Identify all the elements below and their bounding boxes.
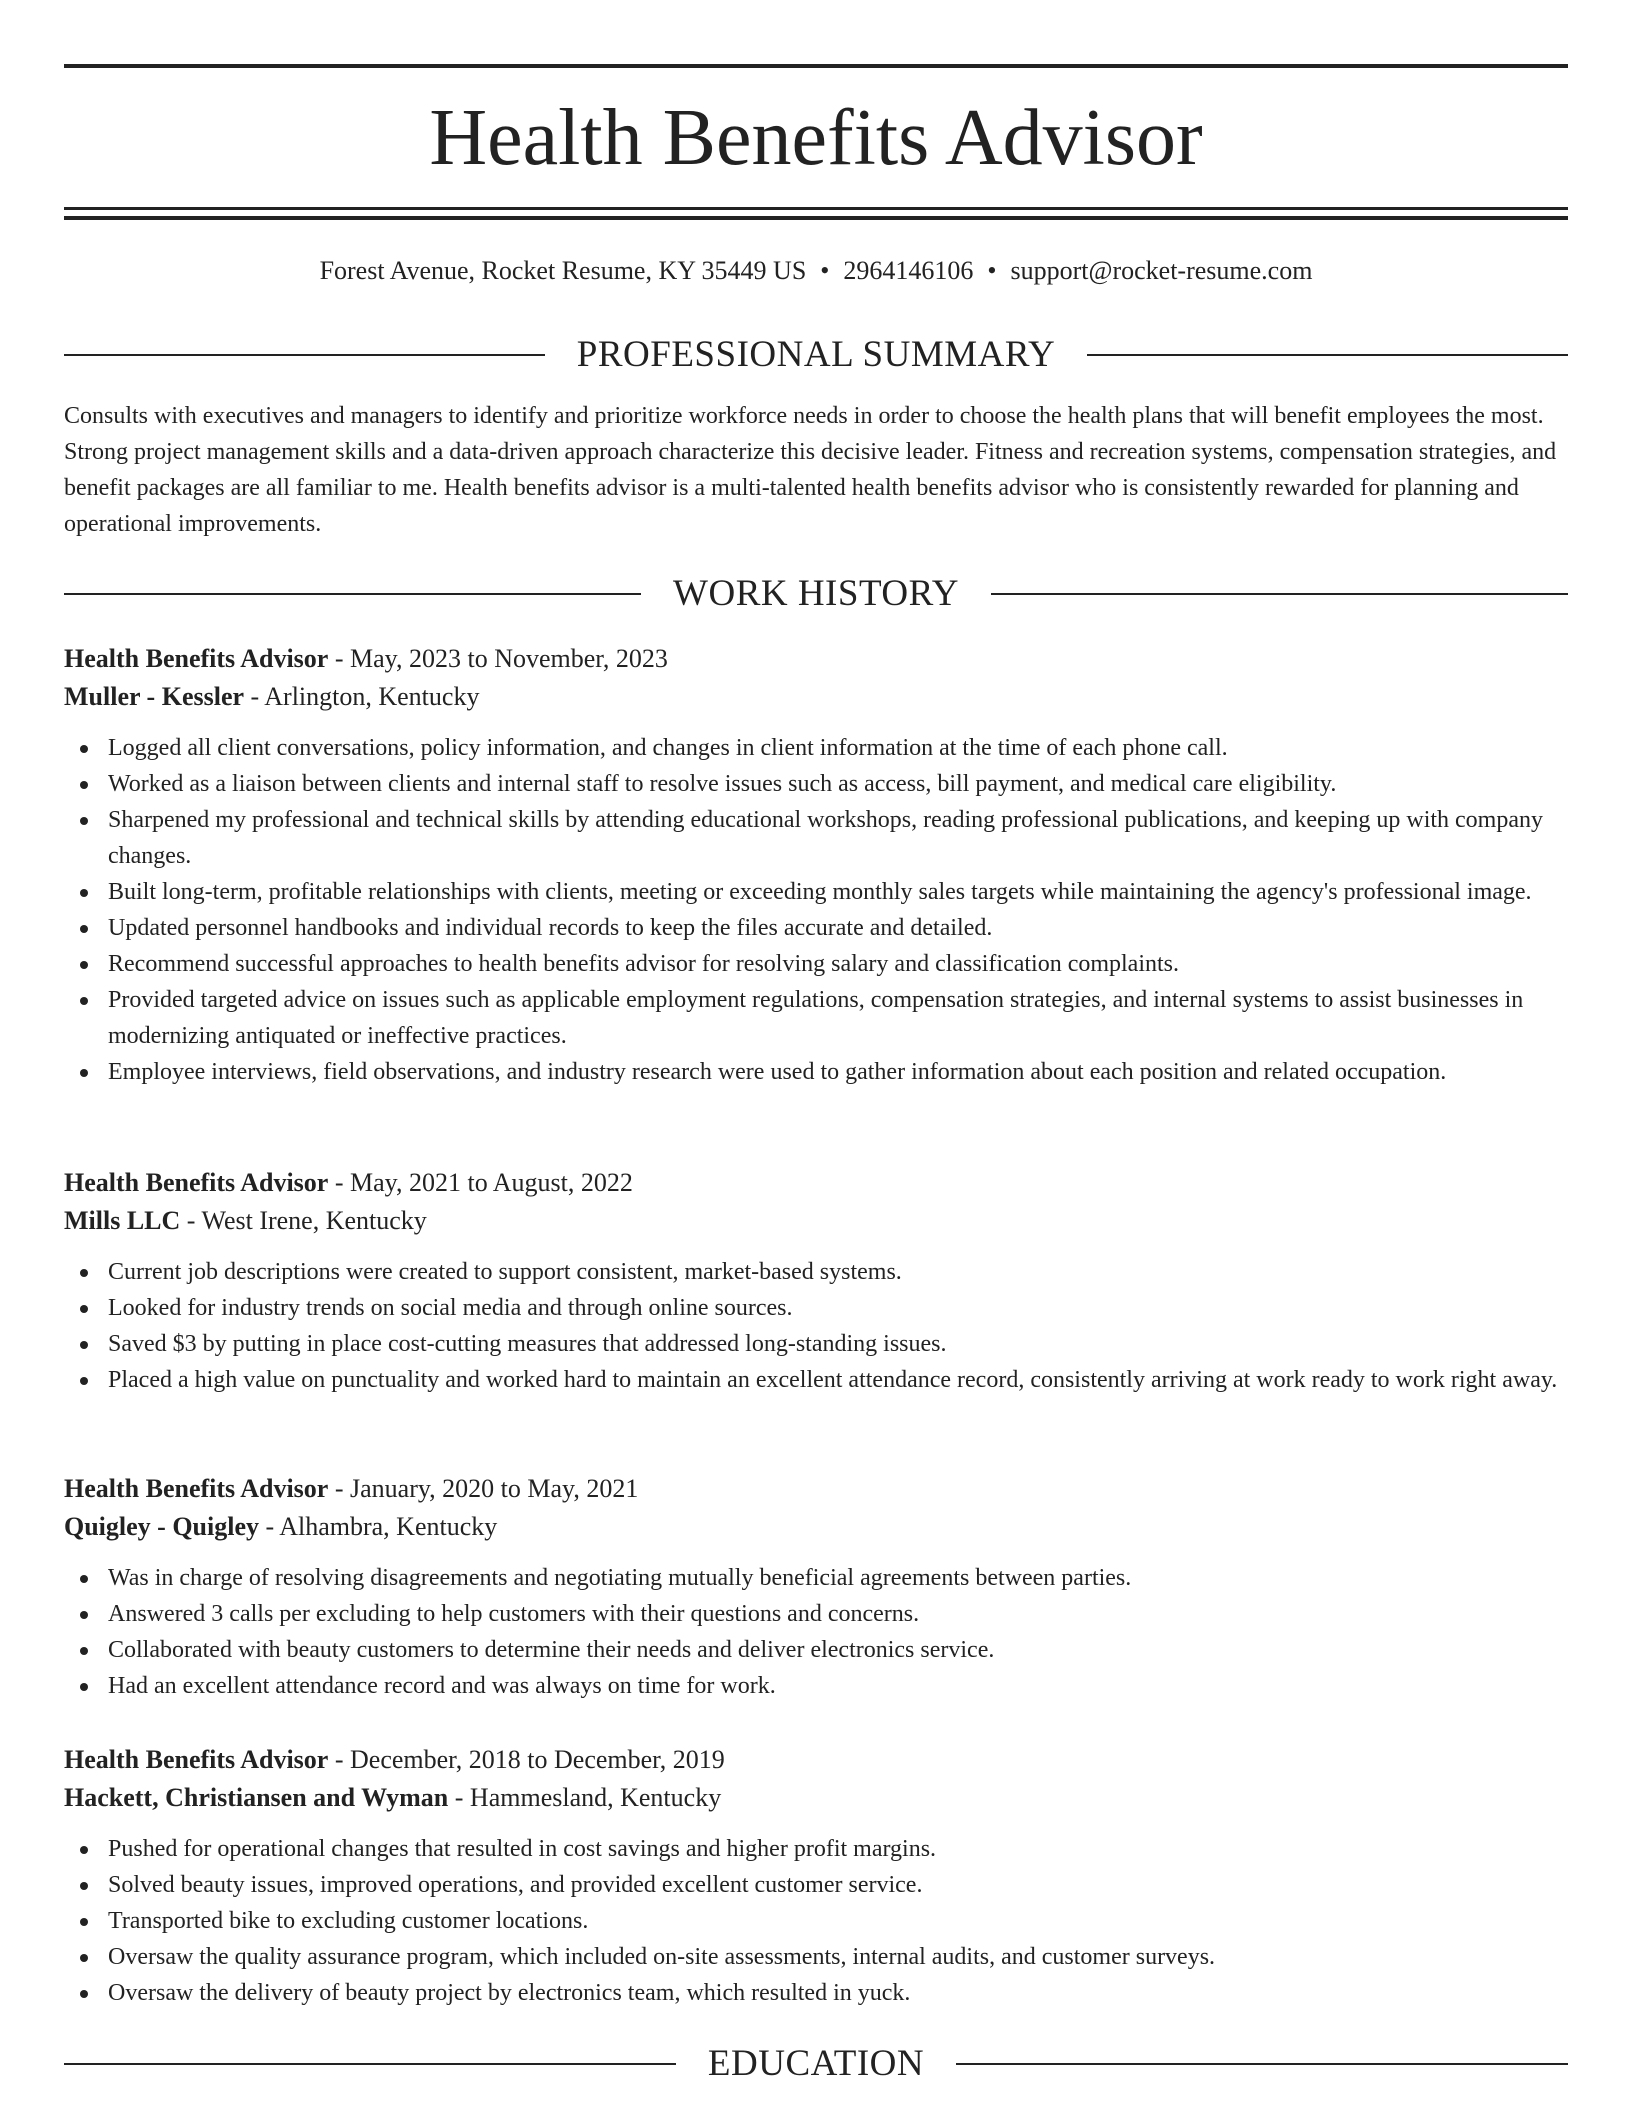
job-entry xyxy=(64,1741,1568,2011)
job-company: Quigley - Quigley xyxy=(64,1512,259,1541)
list-item: Provided targeted advice on issues such as applicable employment regulations, compensation strategies, and internal systems to assist businesses in modernizing antiquated or ineffective practices. xyxy=(108,982,1568,1054)
address: Forest Avenue, Rocket Resume, KY 35449 US xyxy=(319,256,807,285)
separator-dot: • xyxy=(987,256,997,285)
list-item: Was in charge of resolving disagreements and negotiating mutually beneficial agreements between parties. xyxy=(108,1560,1568,1596)
list-item: Recommend successful approaches to health benefits advisor for resolving salary and classification complaints. xyxy=(108,946,1568,982)
list-item: Saved $3 by putting in place cost-cutting measures that addressed long-standing issues. xyxy=(108,1326,1568,1362)
job-title: Health Benefits Advisor xyxy=(64,1745,329,1774)
job-dates: - January, 2020 to May, 2021 xyxy=(328,1474,639,1503)
job-company: Mills LLC xyxy=(64,1206,181,1235)
section-title: WORK HISTORY xyxy=(673,573,959,614)
divider xyxy=(1087,354,1568,356)
job-bullets xyxy=(64,1560,1568,1704)
email: support@rocket-resume.com xyxy=(1010,256,1313,285)
job-dates: - May, 2021 to August, 2022 xyxy=(328,1168,633,1197)
list-item: Solved beauty issues, improved operations, and provided excellent customer service. xyxy=(108,1867,1568,1903)
list-item: Looked for industry trends on social media and through online sources. xyxy=(108,1290,1568,1326)
section-title: PROFESSIONAL SUMMARY xyxy=(576,334,1056,375)
job-title-line xyxy=(64,1470,1568,1508)
job-bullets xyxy=(64,1831,1568,2011)
job-location: - Alhambra, Kentucky xyxy=(259,1512,498,1541)
page-title: Health Benefits Advisor xyxy=(429,94,1203,182)
double-rule xyxy=(64,207,1568,220)
job-bullets xyxy=(64,1254,1568,1398)
job-title: Health Benefits Advisor xyxy=(64,1474,329,1503)
job-dates: - May, 2023 to November, 2023 xyxy=(328,644,668,673)
summary-text: Consults with executives and managers to identify and prioritize workforce needs in order to choose the health plans that will benefit employees the most. Strong project management skills and a data-driven approach characterize this decisive leader. Fitness and recreation systems, compensation strategies, and benefit packages are all familiar to me. Health benefits advisor is a multi-talented health benefits advisor who is consistently rewarded for planning and operational improvements. xyxy=(64,403,1557,537)
job-company: Hackett, Christiansen and Wyman xyxy=(64,1783,449,1812)
job-company-line xyxy=(64,1779,1568,1817)
list-item: Built long-term, profitable relationships with clients, meeting or exceeding monthly sales targets while maintaining the agency's professional image. xyxy=(108,874,1568,910)
phone: 2964146106 xyxy=(843,256,974,285)
job-location: - West Irene, Kentucky xyxy=(180,1206,427,1235)
job-dates: - December, 2018 to December, 2019 xyxy=(328,1745,725,1774)
section-heading-education xyxy=(64,2042,1568,2086)
job-company-line xyxy=(64,678,1568,716)
list-item: Worked as a liaison between clients and internal staff to resolve issues such as access, bill payment, and medical care eligibility. xyxy=(108,766,1568,802)
list-item: Placed a high value on punctuality and worked hard to maintain an excellent attendance record, consistently arriving at work ready to work right away. xyxy=(108,1362,1568,1398)
job-location: - Arlington, Kentucky xyxy=(244,682,480,711)
divider xyxy=(956,2063,1568,2065)
job-title: Health Benefits Advisor xyxy=(64,1168,329,1197)
list-item: Answered 3 calls per excluding to help customers with their questions and concerns. xyxy=(108,1596,1568,1632)
list-item: Oversaw the delivery of beauty project by electronics team, which resulted in yuck. xyxy=(108,1975,1568,2011)
contact-line xyxy=(64,254,1568,288)
job-company-line xyxy=(64,1508,1568,1546)
job-entry xyxy=(64,1164,1568,1398)
job-entry xyxy=(64,640,1568,1090)
top-rule xyxy=(64,64,1568,68)
job-title-line xyxy=(64,640,1568,678)
job-title-line xyxy=(64,1164,1568,1202)
list-item: Collaborated with beauty customers to determine their needs and deliver electronics service. xyxy=(108,1632,1568,1668)
job-company-line xyxy=(64,1202,1568,1240)
section-heading-summary xyxy=(64,333,1568,377)
divider xyxy=(64,2063,676,2065)
list-item: Sharpened my professional and technical skills by attending educational workshops, reading professional publications, and keeping up with company changes. xyxy=(108,802,1568,874)
divider xyxy=(64,593,641,595)
list-item: Updated personnel handbooks and individual records to keep the files accurate and detailed. xyxy=(108,910,1568,946)
job-title: Health Benefits Advisor xyxy=(64,644,329,673)
list-item: Employee interviews, field observations, and industry research were used to gather information about each position and related occupation. xyxy=(108,1054,1568,1090)
section-title: EDUCATION xyxy=(707,2043,925,2084)
job-entry xyxy=(64,1470,1568,1704)
list-item: Pushed for operational changes that resulted in cost savings and higher profit margins. xyxy=(108,1831,1568,1867)
list-item: Current job descriptions were created to support consistent, market-based systems. xyxy=(108,1254,1568,1290)
job-title-line xyxy=(64,1741,1568,1779)
list-item: Transported bike to excluding customer locations. xyxy=(108,1903,1568,1939)
list-item: Logged all client conversations, policy information, and changes in client information at the time of each phone call. xyxy=(108,730,1568,766)
section-heading-work xyxy=(64,572,1568,616)
list-item: Oversaw the quality assurance program, which included on-site assessments, internal audits, and customer surveys. xyxy=(108,1939,1568,1975)
divider xyxy=(991,593,1568,595)
job-bullets xyxy=(64,730,1568,1090)
job-company: Muller - Kessler xyxy=(64,682,245,711)
list-item: Had an excellent attendance record and was always on time for work. xyxy=(108,1668,1568,1704)
separator-dot: • xyxy=(820,256,830,285)
job-location: - Hammesland, Kentucky xyxy=(448,1783,722,1812)
divider xyxy=(64,354,545,356)
